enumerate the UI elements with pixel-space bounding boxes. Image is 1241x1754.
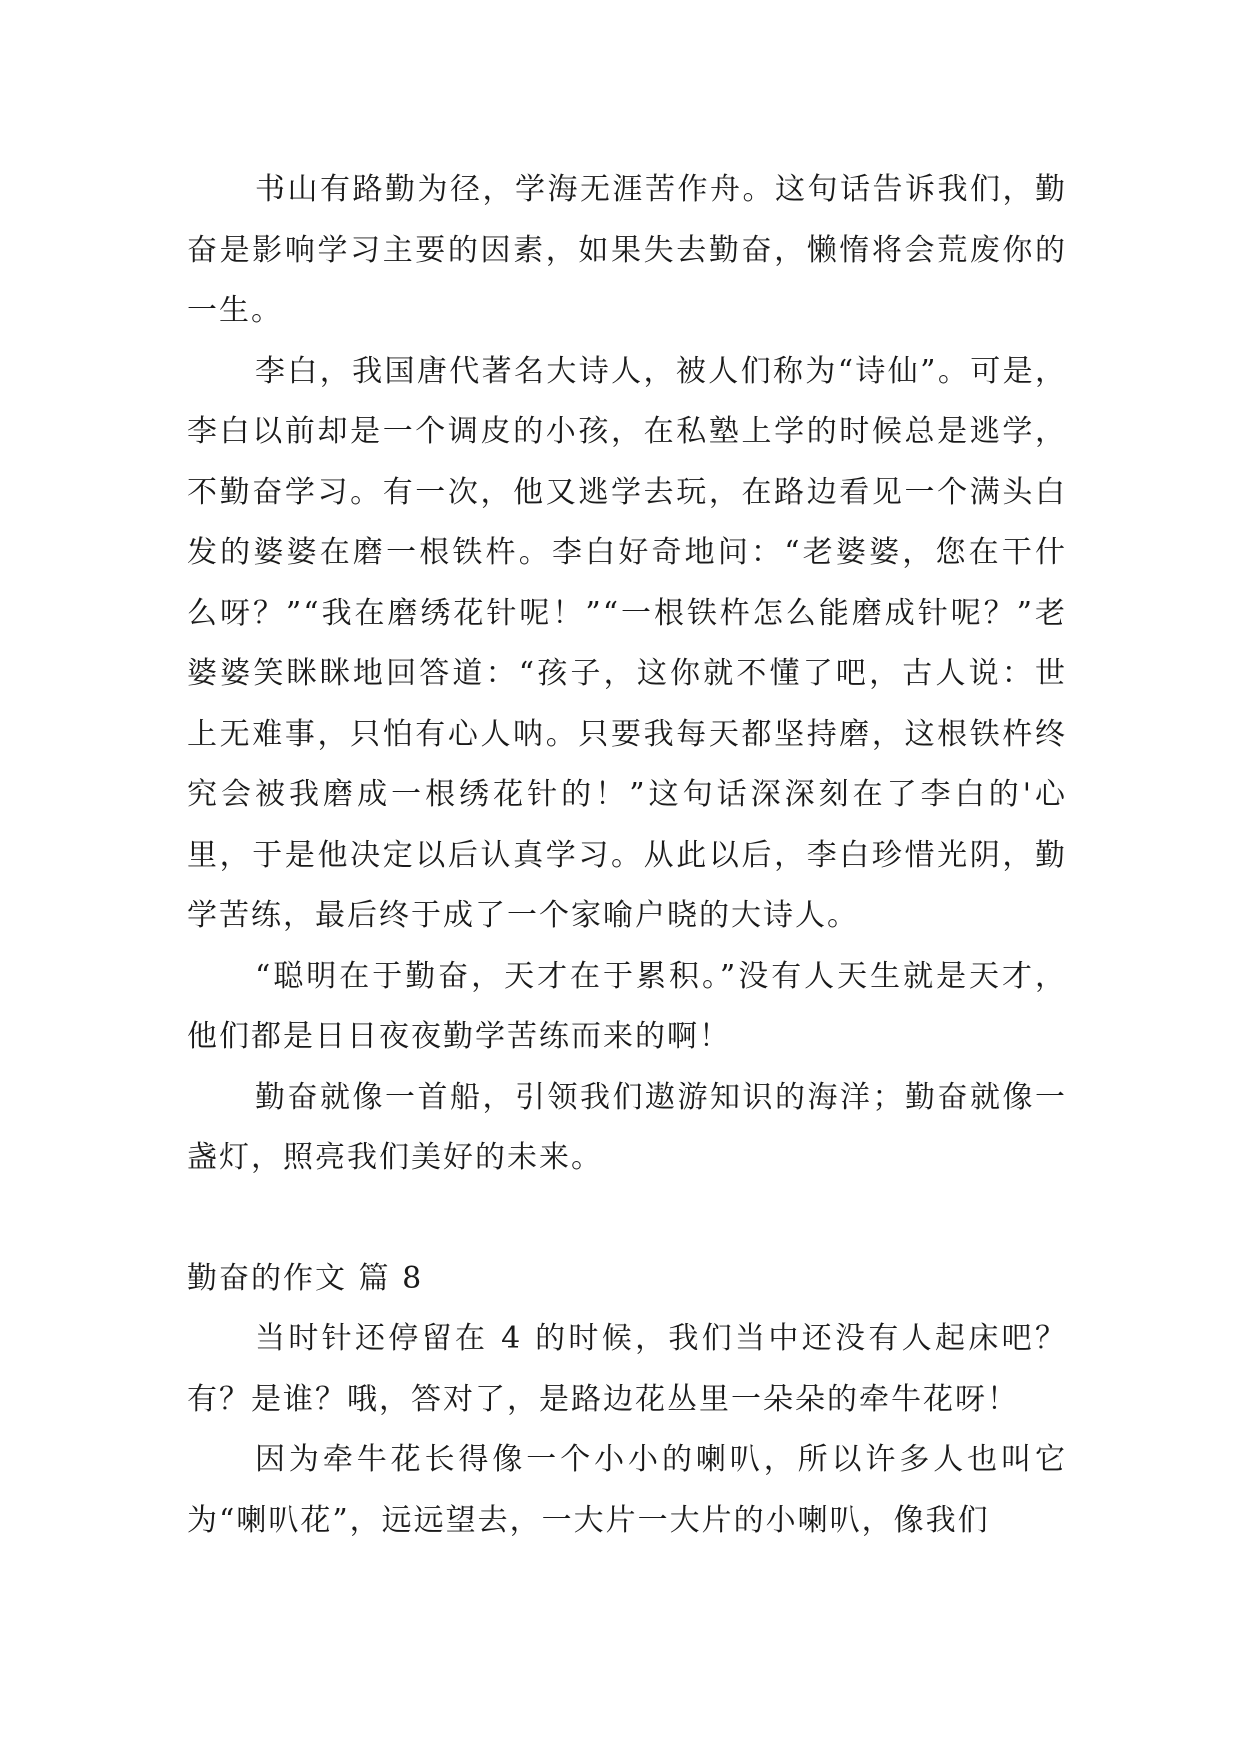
paragraph-li-bai-story: 李白，我国唐代著名大诗人，被人们称为“诗仙”。可是，李白以前却是一个调皮的小孩，在私塾上学的时候总是逃学，不勤奋学习。有一次，他又逃学去玩，在路边看见一个满头白发的婆婆在磨一根铁杵。李白好奇地问：“老婆婆，您在干什么呀？”“我在磨绣花针呢！”“一根铁杵怎么能磨成针呢？”老婆婆笑眯眯地回答道：“孩子，这你就不懂了吧，古人说：世上无难事，只怕有心人呐。只要我每天都坚持磨，这根铁杵终究会被我磨成一根绣花针的！”这句话深深刻在了李白的'心里，于是他决定以后认真学习。从此以后，李白珍惜光阴，勤学苦练，最后终于成了一个家喻户晓的大诗人。	[187, 353, 1067, 933]
paragraph-diligence-metaphor: 勤奋就像一首船，引领我们遨游知识的海洋；勤奋就像一盏灯，照亮我们美好的未来。	[187, 1079, 1067, 1175]
paragraph-genius-quote: “聪明在于勤奋，天才在于累积。”没有人天生就是天才，他们都是日日夜夜勤学苦练而来的啊！	[187, 958, 1067, 1054]
section-heading: 勤奋的作文 篇 8	[187, 1260, 424, 1296]
paragraph-morning-glory-trumpet: 因为牵牛花长得像一个小小的喇叭，所以许多人也叫它为“喇叭花”，远远望去，一大片一大片的小喇叭，像我们	[187, 1442, 1067, 1538]
document-body	[187, 160, 1067, 1551]
paragraph-diligence-intro: 书山有路勤为径，学海无涯苦作舟。这句话告诉我们，勤奋是影响学习主要的因素，如果失去勤奋，懒惰将会荒废你的一生。	[187, 172, 1067, 328]
paragraph-morning-glory-intro: 当时针还停留在 4 的时候，我们当中还没有人起床吧？有？是谁？哦，答对了，是路边花丛里一朵朵的牵牛花呀！	[187, 1321, 1067, 1417]
